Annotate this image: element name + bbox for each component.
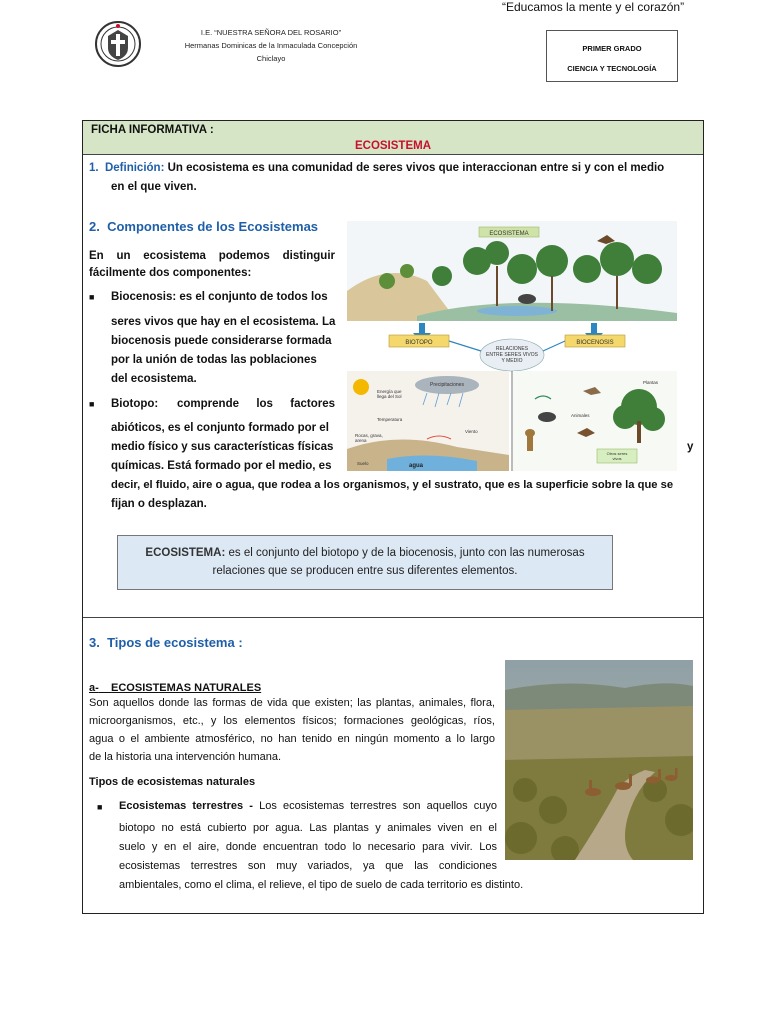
diagram-energia-2: llega del Sol bbox=[377, 394, 402, 399]
diagram-relaciones-1: RELACIONES bbox=[495, 346, 529, 352]
ecosystem-diagram bbox=[347, 221, 677, 471]
school-name: I.E. “NUESTRA SEÑORA DEL ROSARIO” bbox=[200, 28, 342, 37]
definition-box-term: ECOSISTEMA: bbox=[145, 547, 226, 559]
diagram-plantas: Plantas bbox=[643, 380, 659, 385]
definition-line-2: en el que viven. bbox=[111, 181, 197, 193]
natural-types-title: Tipos de ecosistemas naturales bbox=[89, 776, 256, 788]
school-crest-icon bbox=[94, 20, 142, 68]
terrestrial-line-4: ecosistemas terrestres son muy variados, ya que las condiciones bbox=[119, 860, 497, 872]
diagram-rocas-1: Rocas, grava, bbox=[355, 433, 383, 438]
diagram-otros-2: vivos bbox=[612, 456, 622, 461]
section2-heading: 2. Componentes de los Ecosistemas bbox=[89, 219, 319, 234]
diagram-viento: Viento bbox=[465, 429, 478, 434]
diagram-suelo: Suelo bbox=[357, 461, 369, 466]
school-header bbox=[160, 26, 382, 65]
diagram-relaciones-2: ENTRE SERES VIVOS bbox=[486, 352, 538, 358]
definition-box-line-1: es el conjunto del biotopo y de la biocenosis, junto con las numerosas bbox=[228, 547, 585, 559]
motto: “Educamos la mente y el corazón” bbox=[502, 0, 685, 14]
info-sheet bbox=[82, 120, 704, 914]
definition-line-1: 1. Definición: Un ecosistema es una comunidad de seres vivos que interaccionan entre si y con el medio bbox=[89, 162, 665, 174]
natural-p-line-3: agua o el ambiente atmosférico, no han tenido en ningún momento a lo largo bbox=[89, 733, 495, 745]
terrestrial-line-1: Ecosistemas terrestres - Los ecosistemas terrestres son aquellos cuyo bbox=[119, 800, 498, 812]
diagram-energia-1: Energía que bbox=[377, 389, 402, 394]
city: Chiclayo bbox=[256, 54, 286, 63]
diagram-agua: agua bbox=[409, 463, 424, 469]
biotopo-line-2: abióticos, es el conjunto formado por el bbox=[111, 422, 329, 434]
terrestrial-line-2: biotopo no está cubierto por agua. Las plantas y animales viven en el bbox=[119, 822, 497, 834]
grade: PRIMER GRADO bbox=[582, 44, 642, 53]
terrestrial-line-3: suelo y en el aire, donde encuentran todo lo necesario para vivir. Los bbox=[119, 841, 497, 853]
biocenosis-term: Biocenosis: bbox=[111, 291, 177, 303]
biotopo-line-3: medio físico y sus características físicas bbox=[111, 441, 334, 453]
diagram-biotopo: BIOTOPO bbox=[405, 340, 433, 346]
biocenosis-line-5: del ecosistema. bbox=[111, 373, 197, 385]
sheet-topic: ECOSISTEMA bbox=[354, 140, 432, 152]
natural-p-line-2: microorganismos, etc., y los elementos físicos; formaciones geológicas, ríos, bbox=[89, 715, 495, 727]
bullet-icon: ■ bbox=[89, 292, 95, 302]
biotopo-line-5: decir, el fluido, aire o agua, que rodea a los organismos, y el sustrato, que es la superficie sobre la que se bbox=[111, 479, 674, 491]
diagram-relaciones-3: Y MEDIO bbox=[501, 358, 523, 364]
biocenosis-line-3: biocenosis puede considerarse formada bbox=[111, 335, 332, 347]
congregation: Hermanas Dominicas de la Inmaculada Concepción bbox=[184, 41, 358, 50]
sheet-label: FICHA INFORMATIVA : bbox=[91, 124, 214, 136]
natural-p-line-4: de la historia una intervención humana. bbox=[89, 751, 282, 763]
section3-heading: 3. Tipos de ecosistema : bbox=[89, 635, 243, 650]
components-intro-1: En un ecosistema podemos distinguir bbox=[89, 250, 335, 262]
terrestrial-term: Ecosistemas terrestres - bbox=[119, 800, 253, 812]
biotopo-y: y bbox=[687, 441, 694, 453]
diagram-top-label: ECOSISTEMA bbox=[489, 231, 529, 237]
biotopo-line-4: químicas. Está formado por el medio, es bbox=[111, 460, 332, 472]
biocenosis-line-4: por la unión de todas las poblaciones bbox=[111, 354, 317, 366]
biocenosis-line-2: seres vivos que hay en el ecosistema. La bbox=[111, 316, 336, 328]
components-intro-2: fácilmente dos componentes: bbox=[89, 267, 252, 279]
section-divider bbox=[83, 617, 703, 618]
diagram-animales: Animales bbox=[571, 413, 590, 418]
sheet-title-row bbox=[83, 121, 703, 155]
diagram-biocenosis: BIOCENOSIS bbox=[576, 340, 614, 346]
natural-ecosystem-photo bbox=[505, 660, 693, 860]
diagram-temperatura: Temperatura bbox=[377, 417, 403, 422]
biotopo-line-6: fijan o desplazan. bbox=[111, 498, 207, 510]
grade-box bbox=[546, 30, 678, 82]
definition-box-line-2: relaciones que se producen entre sus diferentes elementos. bbox=[212, 565, 518, 577]
natural-ecosystems-heading: a- ECOSISTEMAS NATURALES bbox=[89, 682, 262, 694]
diagram-rocas-2: arena bbox=[355, 438, 367, 443]
definition-title: Definición: bbox=[104, 162, 165, 174]
diagram-precipitaciones: Precipitaciones bbox=[430, 382, 464, 388]
bullet-icon: ■ bbox=[97, 802, 103, 812]
ecosystem-definition-box bbox=[117, 535, 613, 590]
subject: CIENCIA Y TECNOLOGÍA bbox=[567, 64, 657, 73]
biotopo-term: Biotopo: bbox=[111, 398, 159, 410]
diagram-otros-1: Otros seres bbox=[606, 451, 628, 456]
natural-p-line-1: Son aquellos donde las formas de vida que existen; las plantas, animales, flora, bbox=[89, 697, 495, 709]
bullet-icon: ■ bbox=[89, 399, 95, 409]
biocenosis-line-1: Biocenosis: es el conjunto de todos los bbox=[111, 291, 328, 303]
terrestrial-line-5: ambientales, como el clima, el relieve, el tipo de suelo de cada territorio es distinto. bbox=[119, 879, 524, 891]
biotopo-line-1: comprende los factores bbox=[177, 398, 335, 410]
